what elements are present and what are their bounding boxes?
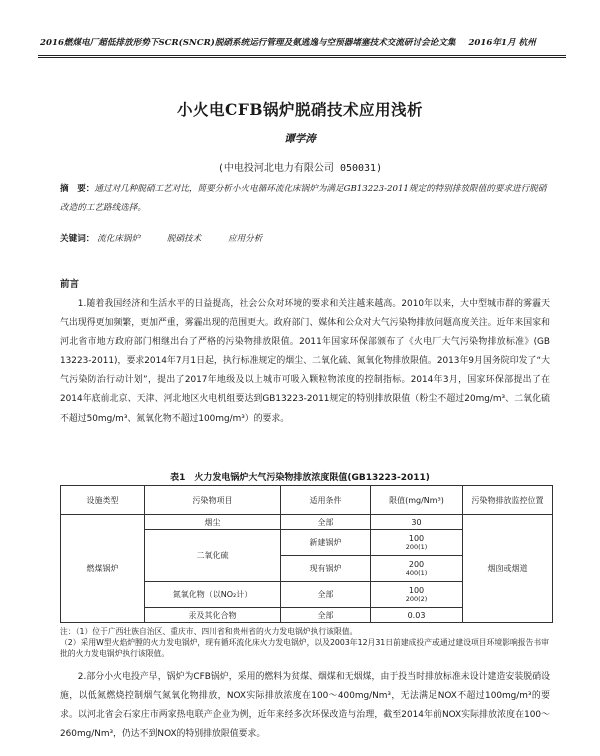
limit-cell bbox=[371, 608, 463, 623]
condition-cell: 全部 bbox=[281, 608, 371, 623]
table-note-2: （2）采用W型火焰炉膛的火力发电锅炉，现有循环流化床火力发电锅炉，以及2003年12月31日前建成投产或通过建设项目环境影响报告书审批的火力发电锅炉执行该限值。 bbox=[60, 638, 549, 658]
limit-value: 100 bbox=[408, 586, 425, 595]
keyword-item: 脱硝技术 bbox=[166, 234, 202, 244]
monitor-cell: 烟囱或烟道 bbox=[463, 515, 553, 623]
table-notes bbox=[60, 626, 550, 659]
paper-title: 小火电CFB锅炉脱硝技术应用浅析 bbox=[177, 100, 423, 119]
pollutant-cell: 二氧化硫 bbox=[145, 530, 281, 582]
running-header-journal: 2016燃煤电厂超低排放形势下SCR(SNCR)脱硝系统运行管理及氨逃逸与空预器堵塞技术交流研讨会论文集 bbox=[40, 38, 456, 48]
section-heading-intro: 前言 bbox=[60, 279, 80, 290]
facility-cell: 燃煤锅炉 bbox=[61, 515, 145, 623]
limit-cell bbox=[371, 556, 463, 582]
table-caption: 表1 火力发电锅炉大气污染物排放浓度限值(GB13223-2011) bbox=[170, 473, 430, 483]
condition-cell: 现有锅炉 bbox=[281, 556, 371, 582]
limit-cell bbox=[371, 515, 463, 530]
limit-note: 200(2) bbox=[405, 595, 428, 603]
table-note-1: 注：（1）位于广西壮族自治区、重庆市、四川省和贵州省的火力发电锅炉执行该限值。 bbox=[60, 627, 358, 636]
limit-value: 0.03 bbox=[407, 610, 426, 620]
keyword-item: 应用分析 bbox=[227, 234, 263, 244]
running-header-date: 2016年1月 杭州 bbox=[468, 38, 536, 48]
table-header-cell: 污染物排放监控位置 bbox=[463, 486, 553, 515]
keyword-item: 流化床锅炉 bbox=[97, 234, 141, 244]
condition-cell: 新建锅炉 bbox=[281, 530, 371, 556]
table-row bbox=[61, 515, 553, 530]
abstract-text: 通过对几种脱硝工艺对比，简要分析小火电循环流化床锅炉为满足GB13223-2011规定的特别排放限值的要求进行脱硝改造的工艺路线选择。 bbox=[60, 184, 547, 213]
limit-value: 30 bbox=[411, 517, 422, 527]
pollutant-cell: 烟尘 bbox=[145, 515, 281, 530]
header-rule-thin bbox=[38, 57, 566, 58]
condition-cell: 全部 bbox=[281, 515, 371, 530]
keywords bbox=[60, 232, 550, 244]
table-header-cell: 适用条件 bbox=[281, 486, 371, 515]
pollutant-cell: 氮氧化物（以NO₂计） bbox=[145, 582, 281, 608]
table-header-cell: 污染物项目 bbox=[145, 486, 281, 515]
limit-value: 200 bbox=[408, 560, 425, 569]
pollutant-cell: 汞及其化合物 bbox=[145, 608, 281, 623]
paragraph-1: 1.随着我国经济和生活水平的日益提高，社会公众对环境的要求和关注越来越高。2010年以来，大中型城市群的雾霾天气出现得更加频繁，更加严重，雾霾出现的范围更大。政府部门、媒体和公众对大气污染物排放问题高度关注。近年来国家和河北省市地方政府部门相继出台了严格的污染物排放限值。2011年国家环保部颁布了《火电厂大气污染物排放标准》(GB 13223-2011)，要求2014年7月1日起，执行标准规定的烟尘、二氧化硫、氮氧化物排放限值。2013年9月国务院印发了“大气污染防治行动计划”，提出了2017年地级及以上城市可吸入颗粒物浓度的控制指标。2014年3月，国家环保部提出了在2014年底前北京、天津、河北地区火电机组要达到GB13223-2011规定的特别排放限值（粉尘不超过20mg/m³、二氧化硫不超过50mg/m³、氮氧化物不超过100mg/m³）的要求。 bbox=[60, 299, 550, 424]
emission-limits-table bbox=[60, 485, 553, 623]
author: 谭学涛 bbox=[284, 133, 316, 145]
limit-cell bbox=[371, 582, 463, 608]
affiliation: (中电投河北电力有限公司 050031) bbox=[217, 163, 383, 174]
abstract-label: 摘 要： bbox=[60, 184, 95, 194]
table-header-cell: 设施类型 bbox=[61, 486, 145, 515]
limit-value: 100 bbox=[408, 534, 425, 543]
paragraph-2: 2.部分小火电投产早，锅炉为CFB锅炉，采用的燃料为贫煤、烟煤和无烟煤，由于投当时排放标准未设计建造安装脱硝设施，以低氮燃烧控制烟气氮氧化物排放，NOX实际排放浓度在100～400mg/Nm³，无法满足NOX不超过100mg/m³的要求。以河北省会石家庄市两家热电联产企业为例，近年来经多次环保改造与治理，截至2014年前NOX实际排放浓度在100～260mg/Nm³，仍达不到NOX的特别排放限值要求。 bbox=[60, 672, 550, 740]
keywords-label: 关键词： bbox=[60, 234, 95, 244]
limit-note: 200(1) bbox=[405, 543, 428, 551]
limit-note: 400(1) bbox=[405, 569, 428, 577]
table-header-cell: 限值(mg/Nm³) bbox=[371, 486, 463, 515]
condition-cell: 全部 bbox=[281, 582, 371, 608]
limit-cell bbox=[371, 530, 463, 556]
running-header bbox=[40, 36, 565, 48]
table-header-row bbox=[61, 486, 553, 515]
header-rule-thick bbox=[38, 55, 566, 56]
abstract bbox=[60, 180, 550, 218]
